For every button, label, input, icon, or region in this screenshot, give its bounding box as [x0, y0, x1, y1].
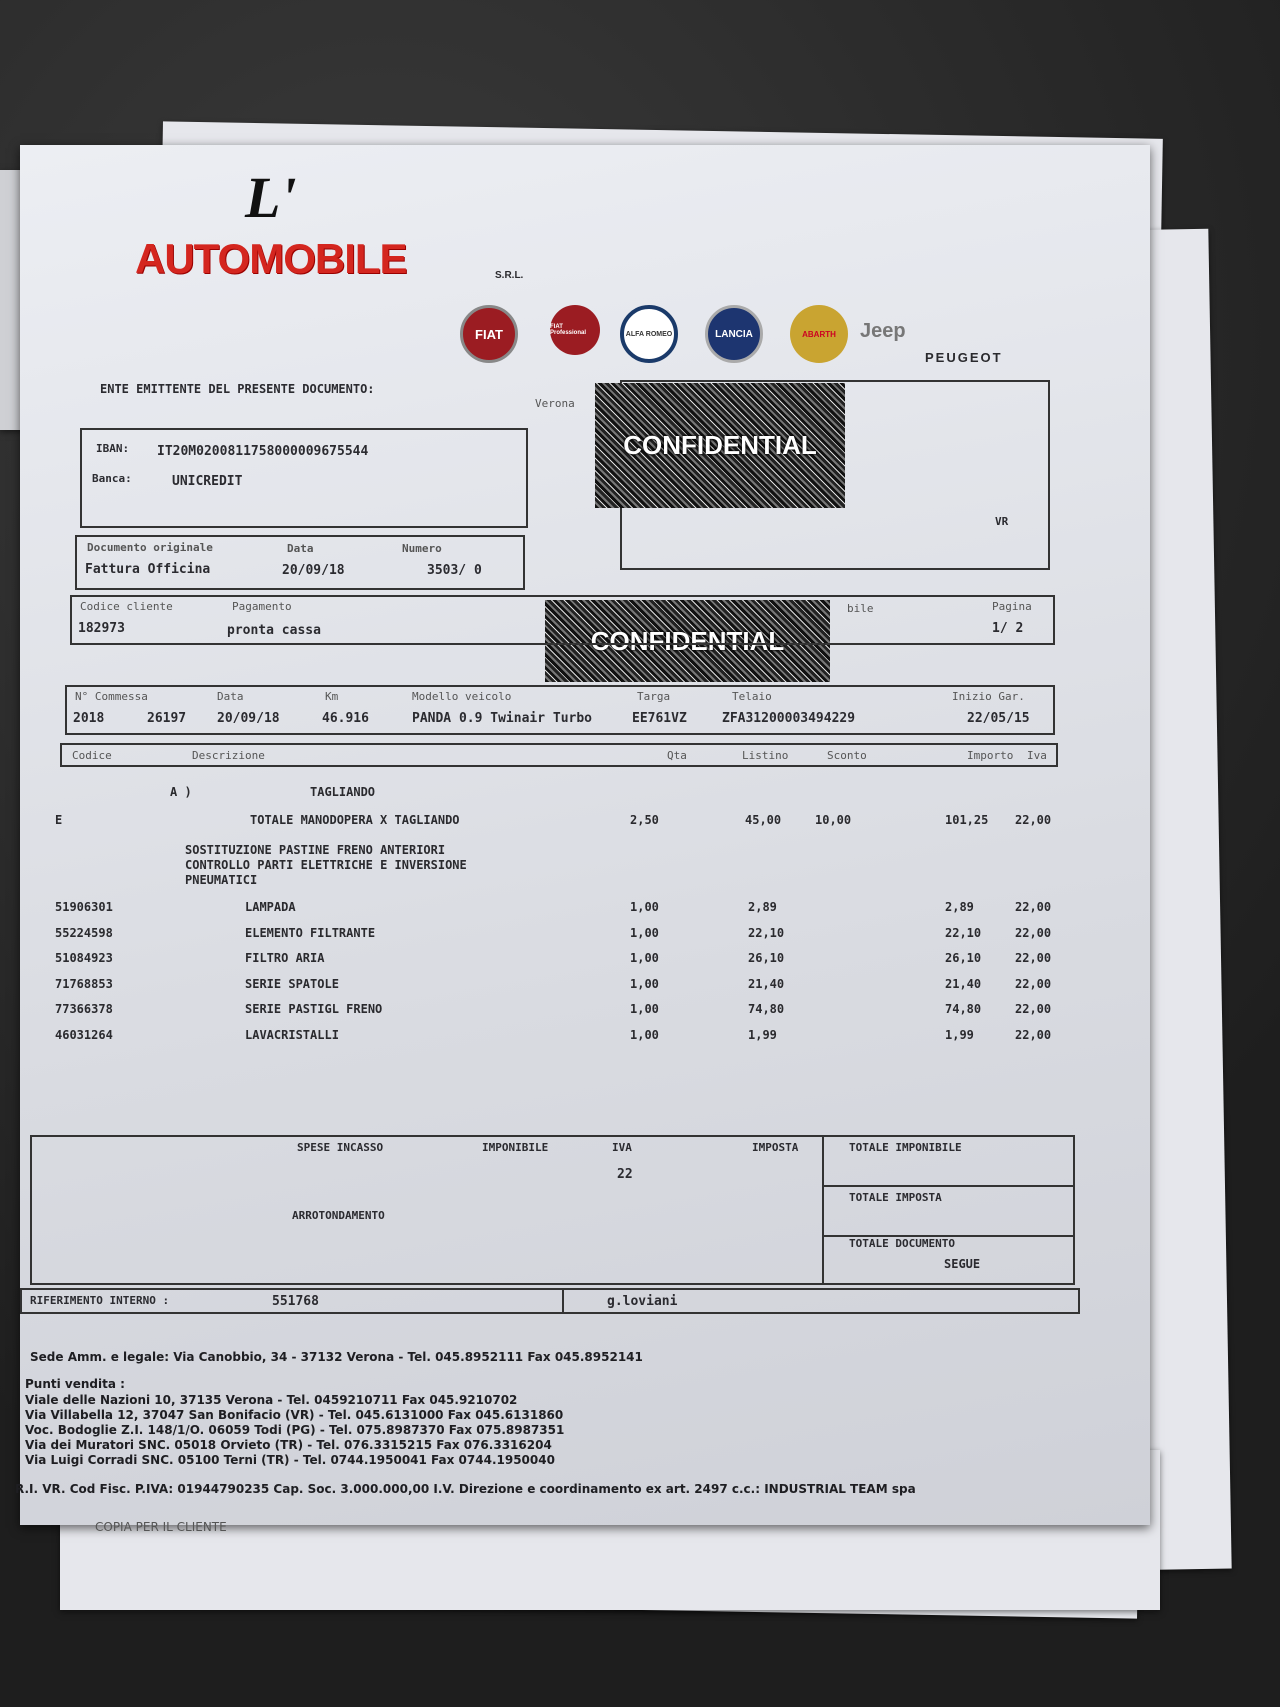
doc-orig-label: Documento originale — [87, 541, 213, 554]
col-qty: Qta — [667, 749, 687, 762]
commessa-number: 26197 — [147, 711, 187, 726]
totals-box — [30, 1135, 1075, 1285]
iban-label: IBAN: — [96, 442, 130, 455]
col-code: Codice — [72, 749, 112, 762]
cell-code: 46031264 — [55, 1027, 113, 1042]
cell-desc: FILTRO ARIA — [245, 951, 325, 965]
warranty-value: 22/05/15 — [967, 711, 1030, 726]
imponibile-label: IMPONIBILE — [482, 1141, 549, 1154]
commessa-year: 2018 — [73, 711, 105, 726]
cell-desc: LAVACRISTALLI — [245, 1027, 339, 1042]
divider — [562, 1290, 564, 1312]
cell-price: 22,10 — [748, 925, 785, 940]
issuer-title: ENTE EMITTENTE DEL PRESENTE DOCUMENTO: — [100, 382, 375, 396]
segue-label: SEGUE — [944, 1257, 981, 1271]
cell-price: 74,80 — [748, 1002, 785, 1016]
bank-label: Banca: — [92, 472, 132, 485]
plate-value: EE761VZ — [632, 711, 687, 726]
cell-price: 26,10 — [748, 951, 785, 965]
doc-number-label: Numero — [402, 542, 442, 555]
cell-vat: 22,00 — [1015, 900, 1052, 914]
cell-price: 45,00 — [745, 813, 782, 827]
cell-qty: 1,00 — [630, 925, 659, 940]
copy-label: COPIA PER IL CLIENTE — [95, 1520, 227, 1534]
cell-desc: LAMPADA — [245, 900, 296, 914]
cell-amount: 101,25 — [945, 813, 989, 827]
iban-value: IT20M0200811758000009675544 — [157, 444, 369, 459]
doc-orig: Fattura Officina — [85, 562, 211, 577]
bank-box — [80, 428, 528, 528]
footer-head-office: Sede Amm. e legale: Via Canobbio, 34 - 37132 Verona - Tel. 045.8952111 Fax 045.8952141 — [30, 1350, 643, 1364]
footer-legal: R.I. VR. Cod Fisc. P.IVA: 01944790235 Cap. Soc. 3.000.000,00 I.V. Direzione e coordinamento ex art. 2497 c.c.: INDUSTRIAL TEAM spa — [15, 1482, 916, 1496]
cell-price: 2,89 — [748, 900, 777, 914]
cell-qty: 1,00 — [630, 976, 659, 991]
model-value: PANDA 0.9 Twinair Turbo — [412, 711, 593, 726]
page-label: Pagina — [992, 600, 1032, 613]
cell-code: 77366378 — [55, 1002, 113, 1016]
cell-desc: SERIE SPATOLE — [245, 976, 339, 991]
total-document-label: TOTALE DOCUMENTO — [849, 1237, 955, 1250]
warranty-label: Inizio Gar. — [952, 690, 1025, 703]
cell-amount: 1,99 — [945, 1027, 974, 1042]
document-box — [75, 535, 525, 590]
logo-letter: L' — [245, 165, 297, 230]
km-value: 46.916 — [322, 711, 369, 726]
redaction-stamp: CONFIDENTIAL — [595, 383, 845, 508]
col-price: Listino — [742, 749, 789, 762]
cell-discount: 10,00 — [815, 813, 852, 827]
km-label: Km — [325, 690, 339, 703]
cell-code: 71768853 — [55, 976, 113, 991]
cell-vat: 22,00 — [1015, 976, 1052, 991]
cell-desc: TOTALE MANODOPERA X TAGLIANDO — [250, 813, 460, 827]
total-taxable-label: TOTALE IMPONIBILE — [849, 1141, 962, 1154]
cell-qty: 1,00 — [630, 1027, 659, 1042]
cell-desc: ELEMENTO FILTRANTE — [245, 925, 376, 940]
operator-name: g.loviani — [607, 1294, 678, 1309]
fiat-professional-logo: FIAT Professional — [550, 305, 600, 355]
section-marker: A ) — [170, 785, 192, 799]
cell-qty: 1,00 — [630, 951, 659, 965]
fiat-logo: FIAT — [460, 305, 518, 363]
cell-code: 55224598 — [55, 925, 113, 940]
chassis-value: ZFA31200003494229 — [722, 711, 856, 726]
cell-qty: 1,00 — [630, 1002, 659, 1016]
vehicle-date-label: Data — [217, 690, 244, 703]
doc-date: 20/09/18 — [282, 563, 345, 578]
imposta-label: IMPOSTA — [752, 1141, 799, 1154]
cell-vat: 22,00 — [1015, 813, 1052, 827]
cell-qty: 2,50 — [630, 813, 659, 827]
client-box — [70, 595, 1055, 645]
client-code-label: Codice cliente — [80, 600, 173, 613]
lancia-logo: LANCIA — [705, 305, 763, 363]
alfa-romeo-logo: ALFA ROMEO — [620, 305, 678, 363]
cell-price: 21,40 — [748, 976, 785, 991]
footer-point: Via dei Muratori SNC. 05018 Orvieto (TR) - Tel. 076.3315215 Fax 076.3316204 — [25, 1438, 552, 1452]
payment-value: pronta cassa — [227, 623, 321, 638]
totals-summary — [822, 1137, 1073, 1283]
cell-amount: 26,10 — [945, 951, 982, 965]
bank-value: UNICREDIT — [172, 474, 243, 489]
cell-amount: 2,89 — [945, 900, 974, 914]
col-amount: Importo — [967, 749, 1014, 762]
cell-code: 51084923 — [55, 951, 113, 965]
issuer-city: Verona — [535, 397, 575, 410]
iva-value: 22 — [617, 1167, 633, 1182]
table-header — [60, 743, 1058, 767]
footer-point: Viale delle Nazioni 10, 37135 Verona - Tel. 0459210711 Fax 045.9210702 — [25, 1393, 518, 1407]
section-title: TAGLIANDO — [310, 785, 376, 799]
footer-point: Via Luigi Corradi SNC. 05100 Terni (TR) - Tel. 0744.1950041 Fax 0744.1950040 — [25, 1453, 555, 1467]
col-vat: Iva — [1027, 749, 1047, 762]
footer-point: Via Villabella 12, 37047 San Bonifacio (VR) - Tel. 045.6131000 Fax 045.6131860 — [25, 1408, 564, 1422]
col-description: Descrizione — [192, 749, 265, 762]
chassis-label: Telaio — [732, 690, 772, 703]
jeep-logo: Jeep — [860, 320, 906, 342]
doc-number: 3503/ 0 — [427, 563, 482, 578]
cell-price: 1,99 — [748, 1027, 777, 1042]
cell-qty: 1,00 — [630, 900, 659, 914]
doc-date-label: Data — [287, 542, 314, 555]
iva-label: IVA — [612, 1141, 632, 1154]
plate-label: Targa — [637, 690, 671, 703]
partial-label: bile — [847, 602, 874, 615]
arrotondamento-label: ARROTONDAMENTO — [292, 1209, 385, 1222]
cell-desc: SERIE PASTIGL FRENO — [245, 1002, 383, 1016]
redaction-stamp: CONFIDENTIAL — [545, 600, 830, 682]
cell-amount: 22,10 — [945, 925, 982, 940]
reference-label: RIFERIMENTO INTERNO : — [30, 1294, 170, 1307]
cell-vat: 22,00 — [1015, 1002, 1052, 1016]
invoice-document: L' AUTOMOBILE S.R.L. FIAT FIAT Professional ALFA ROMEO LANCIA ABARTH Jeep PEUGEOT ENTE EMITTENTE DEL PRESENTE DOCUMENTO: Verona VR CONFIDENTIAL CONFIDENTIAL IBAN: IT20M0200811758000009675544 Banca: UNICREDIT Documento originale Data Numero Fattura Officina 20/09/18 3503/ 0 Codice cliente Pagamento bile Pagina 182973 pronta cassa 1/ 2 N° Commessa Data Km Modello veicolo Targa Telaio Inizio Gar. 2018 26197 20/09/18 46.916 PANDA 0.9 Twinair Turbo EE761VZ ZFA31200003494229 22/05/15 Codice Descrizione Qta Listino Sconto Importo Iva A ) TAGLIANDO E TOTALE MANODOPERA X TAGLIANDO 2,50 45,00 10,00 101,25 22,00 SOSTITUZIONE PASTINE FRENO ANTERIORI CONTROLLO PARTI ELETTRICHE E INVERSIONE PNEUMATICI 51906301 LAMPADA 1,00 2,89 2,89 22,00 55224598 ELEMENTO FILTRANTE 1,00 22,10 22,10 22,00 51084923 FILTRO ARIA 1,00 26,10 26,10 22,00 71768853 SERIE SPATOLE 1,00 21,40 21,40 22,00 77366378 SERIE PASTIGL FRENO 1,00 74,80 74,80 22,00 46031264 LAVACRISTALLI 1,00 1,99 1,99 22,00 SPESE INCASSO IMPONIBILE IVA 22 IMPOSTA ARROTONDAMENTO TOTALE IMPONIBILE TOTALE IMPOSTA TOTALE DOCUMENTO SEGUE RIFERIMENTO INTERNO : 551768 g.loviani Sede Amm. e legale: Via Canobbio, 34 - 37132 Verona - Tel. 045.8952111 Fax 045.8952141 Punti vendita : Viale delle Nazioni 10, 37135 Verona - Tel. 0459210711 Fax 045.9210702 Via Villabella 12, 37047 San Bonifacio (VR) - Tel. 045.6131000 Fax 045.6131860 Voc. Bodoglie Z.I. 148/1/O. 06059 Todi (PG) - Tel. 075.8987370 Fax 075.8987351 Via dei Muratori SNC. 05018 Orvieto (TR) - Tel. 076.3315215 Fax 076.3316204 Via Luigi Corradi SNC. 05100 Terni (TR) - Tel. 0744.1950041 Fax 0744.1950040 R.I. VR. Cod Fisc. P.IVA: 01944790235 Cap. Soc. 3.000.000,00 I.V. Direzione e coordinamento ex art. 2497 c.c.: INDUSTRIAL TEAM spa COPIA PER IL CLIENTE — [20, 145, 1150, 1525]
cell-code: 51906301 — [55, 900, 113, 914]
logo-srl: S.R.L. — [495, 270, 524, 281]
logo-text: AUTOMOBILE — [135, 235, 407, 282]
vehicle-box — [65, 685, 1055, 735]
peugeot-logo: PEUGEOT — [925, 350, 1003, 365]
vehicle-date: 20/09/18 — [217, 711, 280, 726]
footer-points-label: Punti vendita : — [25, 1377, 125, 1391]
abarth-logo: ABARTH — [790, 305, 848, 363]
payment-label: Pagamento — [232, 600, 292, 613]
col-discount: Sconto — [827, 749, 867, 762]
commessa-label: N° Commessa — [75, 690, 148, 703]
page-number: 1/ 2 — [992, 621, 1024, 636]
cell-vat: 22,00 — [1015, 925, 1052, 940]
model-label: Modello veicolo — [412, 690, 512, 703]
issuer-province: VR — [995, 515, 1009, 528]
cell-amount: 74,80 — [945, 1002, 982, 1016]
cell-code: E — [55, 813, 63, 827]
cell-amount: 21,40 — [945, 976, 982, 991]
total-tax-label: TOTALE IMPOSTA — [849, 1191, 942, 1204]
footer-point: Voc. Bodoglie Z.I. 148/1/O. 06059 Todi (PG) - Tel. 075.8987370 Fax 075.8987351 — [25, 1423, 565, 1437]
client-code: 182973 — [78, 621, 125, 636]
reference-value: 551768 — [272, 1294, 319, 1309]
cell-vat: 22,00 — [1015, 951, 1052, 965]
spese-label: SPESE INCASSO — [297, 1141, 384, 1154]
company-logo — [135, 165, 555, 300]
cell-vat: 22,00 — [1015, 1027, 1052, 1042]
reference-box — [20, 1288, 1080, 1314]
